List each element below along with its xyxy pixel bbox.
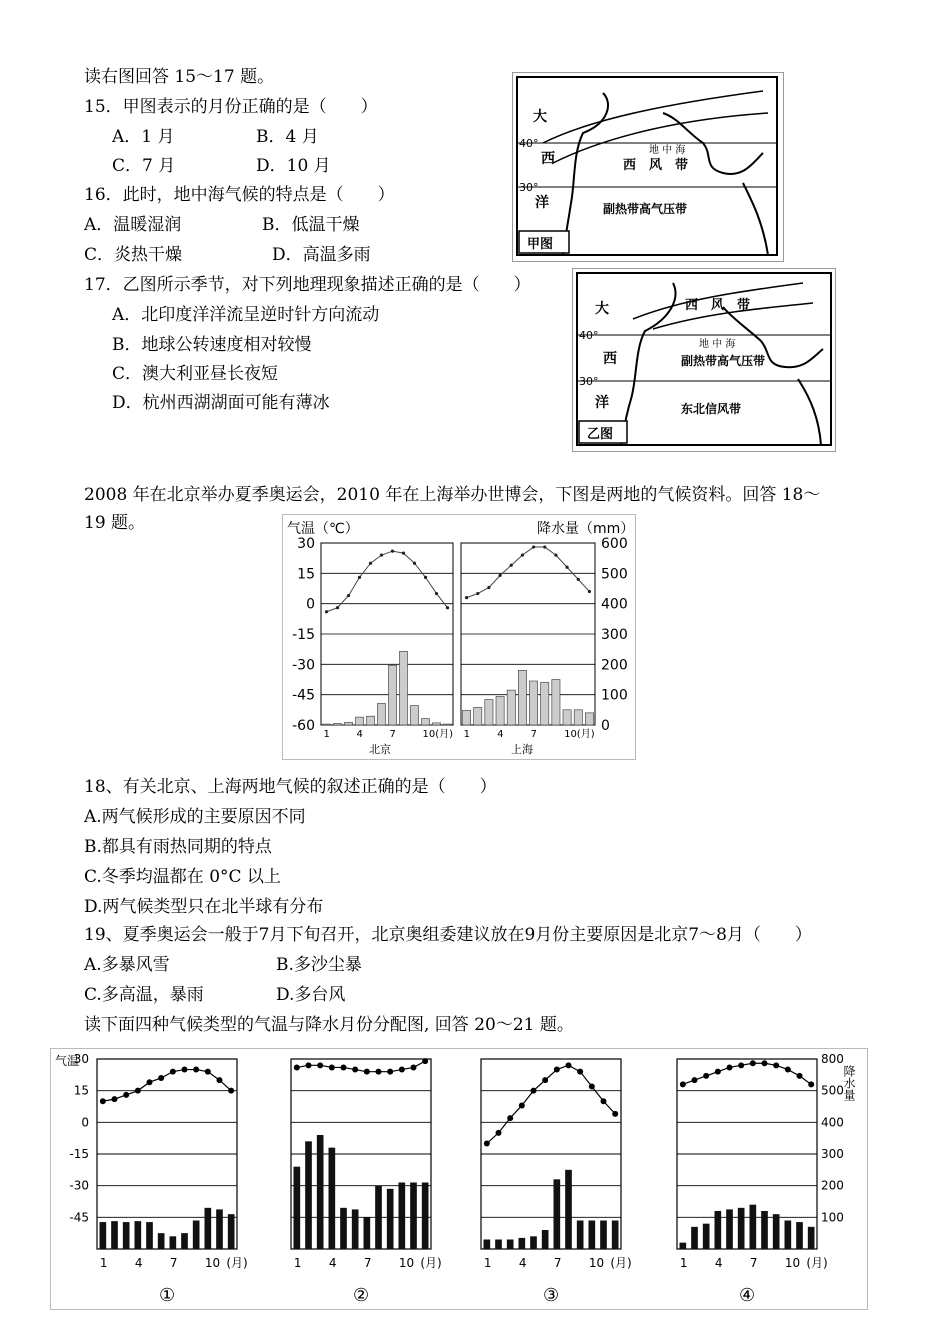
bjsh-temp-tick: -30 [292, 657, 315, 674]
four-temp-point [341, 1064, 347, 1070]
four-temp-point [387, 1069, 393, 1075]
four-precip-bar [691, 1227, 698, 1249]
four-precip-bar [364, 1217, 371, 1249]
yi-high: 副热带高气压带 [681, 354, 766, 368]
q15-a: A．1 月 [112, 127, 175, 147]
bjsh-temp-point [446, 606, 449, 609]
bjsh-precip-bar [422, 719, 430, 725]
bjsh-precip-tick: 400 [601, 596, 628, 613]
yi-westerly: 西 风 带 [685, 298, 751, 313]
q19-c: C.多高温，暴雨 [84, 985, 204, 1005]
bjsh-precip-bar [356, 717, 364, 725]
bjsh-name-bj: 北京 [369, 743, 391, 756]
q18-b: B.都具有雨热同期的特点 [84, 837, 272, 857]
four-precip-tick: 100 [821, 1210, 844, 1225]
four-temp-point [589, 1083, 595, 1089]
four-month-tick: 10 [204, 1256, 221, 1270]
bjsh-precip-bar [552, 680, 560, 726]
four-precip-bar [680, 1243, 687, 1249]
q17-a: A．北印度洋洋流呈逆时针方向流动 [112, 305, 380, 325]
q16-d: D．高温多雨 [272, 245, 371, 265]
bjsh-month-tick: 10(月) [422, 729, 454, 740]
four-temp-point [773, 1062, 779, 1068]
map-jia [512, 72, 784, 262]
four-precip-bar [317, 1135, 324, 1249]
bjsh-month-tick: 1 [323, 729, 330, 740]
four-temp-point [317, 1062, 323, 1068]
bjsh-name-sh: 上海 [511, 743, 533, 756]
bjsh-precip-bar [574, 710, 582, 725]
bjsh-temp-tick: -15 [292, 627, 315, 643]
four-precip-bar [715, 1211, 722, 1249]
four-temp-point [542, 1077, 548, 1083]
four-precip-bar [750, 1205, 757, 1249]
bjsh-precip-bar [433, 723, 441, 725]
bjsh-temp-point [435, 592, 438, 595]
four-precip-bar [329, 1148, 336, 1249]
bjsh-temp-tick: -45 [292, 687, 315, 704]
bjsh-precip-bar [389, 665, 397, 725]
four-temp-point [612, 1111, 618, 1117]
bjsh-temp-point [369, 562, 372, 565]
four-precip-bar [761, 1211, 768, 1249]
four-ylabel-right: 降水量 [842, 1065, 856, 1101]
four-month-tick: 1 [99, 1256, 108, 1270]
bjsh-precip-bar [463, 710, 471, 725]
bjsh-temp-point [498, 574, 501, 577]
four-precip-bar [773, 1214, 780, 1249]
q15-d: D．10 月 [256, 156, 331, 176]
four-panel-label: ② [353, 1285, 370, 1306]
bjsh-temp-point [554, 554, 557, 557]
four-precip-bar [146, 1222, 153, 1249]
bjsh-precip-bar [530, 681, 538, 725]
four-temp-point [364, 1069, 370, 1075]
four-temp-point [692, 1077, 698, 1083]
bjsh-precip-bar [585, 713, 593, 725]
four-temp-point [399, 1067, 405, 1073]
four-precip-tick: 300 [821, 1147, 844, 1161]
bjsh-precip-bar [541, 682, 549, 725]
four-month-tick: 10 [588, 1256, 605, 1270]
four-ylabel-left: 气温 [55, 1054, 80, 1068]
q16-stem: 16．此时，地中海气候的特点是（ ） [84, 185, 395, 205]
intro-18-19-line1: 2008 年在北京举办夏季奥运会，2010 年在上海举办世博会，下图是两地的气候资料。回答 18～ [84, 485, 821, 505]
bjsh-precip-tick: 600 [601, 536, 628, 552]
four-temp-point [797, 1073, 803, 1079]
four-precip-tick: 800 [821, 1052, 844, 1066]
four-precip-bar [228, 1214, 235, 1249]
four-month-tick: 7 [553, 1256, 562, 1270]
bjsh-temp-tick: 0 [306, 596, 315, 613]
bjsh-temp-point [476, 592, 479, 595]
q15-c: C．7 月 [112, 156, 176, 176]
bjsh-month-tick: 4 [356, 729, 363, 740]
bjsh-temp-point [565, 566, 568, 569]
jia-ocean3: 洋 [535, 195, 549, 211]
four-precip-bar [410, 1183, 417, 1250]
yi-ocean1: 大 [595, 301, 609, 317]
four-temp-point [727, 1064, 733, 1070]
four-temp-point [205, 1069, 211, 1075]
four-precip-tick: 500 [821, 1083, 844, 1098]
four-precip-bar [565, 1170, 572, 1249]
jia-ocean1: 大 [533, 109, 547, 125]
bjsh-precip-bar [400, 651, 408, 725]
q17-b: B．地球公转速度相对较慢 [112, 335, 312, 355]
jia-high: 副热带高气压带 [603, 202, 688, 216]
four-month-tick: 4 [714, 1256, 723, 1270]
four-precip-bar [484, 1240, 491, 1250]
four-temp-point [170, 1069, 176, 1075]
four-temp-point [703, 1073, 709, 1079]
q15-stem: 15．甲图表示的月份正确的是（ ） [84, 97, 378, 117]
bjsh-precip-bar [496, 696, 504, 725]
intro-20-21: 读下面四种气候类型的气温与降水月份分配图, 回答 20～21 题。 [84, 1015, 574, 1035]
yi-ocean3: 洋 [595, 395, 609, 411]
bjsh-temp-point [391, 549, 394, 552]
four-precip-bar [216, 1209, 223, 1249]
bjsh-precip-tick: 100 [601, 687, 628, 704]
q18-stem: 18、有关北京、上海两地气候的叙述正确的是（ ） [84, 777, 497, 797]
bjsh-temp-point [521, 554, 524, 557]
bjsh-precip-bar [444, 724, 452, 725]
four-month-tick: (月) [226, 1256, 248, 1270]
four-precip-bar [352, 1209, 359, 1249]
bjsh-precip-bar [367, 716, 375, 725]
bjsh-temp-point [325, 610, 328, 613]
yi-label: 乙图 [587, 427, 614, 442]
four-precip-bar [170, 1236, 177, 1249]
four-temp-point [376, 1069, 382, 1075]
bjsh-precip-bar [378, 703, 386, 725]
bjsh-precip-bar [474, 707, 482, 725]
four-month-tick: 4 [518, 1256, 527, 1270]
four-precip-bar [135, 1221, 142, 1249]
four-temp-point [306, 1062, 312, 1068]
bjsh-precip-bar [323, 724, 331, 725]
four-precip-bar [808, 1227, 815, 1249]
jia-lat30: 30° [519, 181, 539, 194]
bjsh-temp-point [380, 554, 383, 557]
bjsh-month-tick: 4 [497, 729, 504, 740]
four-temp-point [182, 1067, 188, 1073]
bjsh-precip-tick: 300 [601, 627, 628, 643]
bjsh-precip-bar [334, 723, 342, 725]
bjsh-month-tick: 1 [463, 729, 470, 740]
four-precip-bar [726, 1209, 733, 1249]
four-month-tick: 1 [483, 1256, 492, 1270]
bjsh-temp-tick: 30 [297, 536, 315, 552]
q19-a: A.多暴风雪 [84, 955, 170, 975]
four-temp-point [496, 1130, 502, 1136]
four-precip-bar [600, 1221, 607, 1250]
four-temp-point [193, 1067, 199, 1073]
jia-lat40: 40° [519, 137, 539, 150]
q15-b: B．4 月 [256, 127, 319, 147]
four-precip-bar [123, 1222, 130, 1249]
four-temp-tick: 15 [73, 1083, 89, 1098]
four-precip-bar [542, 1230, 549, 1249]
four-precip-bar [785, 1221, 792, 1250]
four-precip-bar [387, 1189, 394, 1249]
four-panel-label: ④ [739, 1285, 756, 1306]
four-precip-bar [375, 1186, 382, 1249]
four-temp-point [352, 1067, 358, 1073]
four-panel [481, 1059, 632, 1306]
bjsh-precip-tick: 200 [601, 657, 628, 674]
four-precip-bar [738, 1208, 745, 1249]
four-month-tick: 4 [328, 1256, 337, 1270]
bjsh-temp-tick: -60 [292, 718, 315, 734]
bjsh-temp-point [487, 586, 490, 589]
four-precip-bar [158, 1233, 165, 1249]
four-precip-bar [495, 1240, 502, 1250]
bjsh-precip-tick: 0 [601, 718, 610, 734]
bjsh-temp-point [358, 576, 361, 579]
q18-d: D.两气候类型只在北半球有分布 [84, 897, 324, 917]
q16-c: C．炎热干燥 [84, 245, 183, 265]
four-panel-label: ① [159, 1285, 176, 1306]
four-precip-bar [519, 1238, 526, 1249]
yi-lat30: 30° [579, 375, 599, 388]
intro-18-19-line2: 19 题。 [84, 513, 146, 533]
four-temp-tick: -45 [69, 1210, 89, 1225]
four-temp-point [531, 1088, 537, 1094]
four-precip-bar [205, 1208, 212, 1249]
jia-westerly: 西 风 带 [623, 158, 689, 173]
four-precip-bar [305, 1141, 312, 1249]
bjsh-temp-point [532, 545, 535, 548]
four-precip-bar [554, 1179, 561, 1249]
bjsh-temp-point [577, 578, 580, 581]
four-temp-point [715, 1069, 721, 1075]
bjsh-month-tick: 7 [389, 729, 396, 740]
four-month-tick: 1 [293, 1256, 302, 1270]
four-temp-point [147, 1079, 153, 1085]
bjsh-precip-bar [485, 700, 493, 725]
q19-b: B.多沙尘暴 [276, 955, 362, 975]
four-panel-label: ③ [543, 1285, 560, 1306]
jia-med: 地 中 海 [649, 145, 686, 156]
four-temp-point [785, 1067, 791, 1073]
four-precip-bar [796, 1222, 803, 1249]
four-month-tick: 7 [749, 1256, 758, 1270]
bjsh-precip-tick: 500 [601, 566, 628, 583]
four-precip-bar [530, 1236, 537, 1249]
four-temp-point [484, 1140, 490, 1146]
bjsh-temp-point [588, 590, 591, 593]
four-climate-chart [50, 1048, 868, 1310]
q18-a: A.两气候形成的主要原因不同 [84, 807, 306, 827]
four-temp-point [738, 1062, 744, 1068]
bjsh-temp-point [543, 545, 546, 548]
four-precip-bar [100, 1222, 107, 1249]
bjsh-ylabel-left: 气温（℃） [287, 521, 359, 537]
four-temp-point [411, 1064, 417, 1070]
q17-stem: 17．乙图所示季节，对下列地理现象描述正确的是（ ） [84, 275, 531, 295]
bjsh-temp-point [510, 564, 513, 567]
four-precip-tick: 400 [821, 1115, 844, 1130]
four-month-tick: 10 [398, 1256, 415, 1270]
q19-d: D.多台风 [276, 985, 346, 1005]
yi-trade: 东北信风带 [681, 402, 742, 416]
bjsh-precip-bar [518, 670, 526, 725]
bj-sh-climate-chart [282, 514, 636, 760]
four-temp-point [228, 1088, 234, 1094]
four-month-tick: 7 [363, 1256, 372, 1270]
four-precip-tick: 200 [821, 1178, 844, 1193]
four-month-tick: (月) [806, 1256, 828, 1270]
four-month-tick: (月) [610, 1256, 632, 1270]
yi-med: 地 中 海 [699, 339, 736, 350]
four-precip-bar [340, 1208, 347, 1249]
bjsh-precip-bar [411, 706, 419, 725]
four-temp-point [123, 1092, 129, 1098]
jia-ocean2: 西 [541, 151, 555, 167]
four-temp-point [112, 1096, 118, 1102]
bjsh-precip-bar [563, 710, 571, 725]
four-temp-point [158, 1075, 164, 1081]
yi-lat40: 40° [579, 329, 599, 342]
bjsh-temp-point [413, 562, 416, 565]
four-month-tick: (月) [420, 1256, 442, 1270]
four-temp-point [422, 1058, 428, 1064]
q16-b: B．低温干燥 [262, 215, 360, 235]
four-temp-point [519, 1102, 525, 1108]
four-temp-point [217, 1077, 223, 1083]
four-panel [97, 1059, 248, 1306]
q18-c: C.冬季均温都在 0°C 以上 [84, 867, 281, 887]
q19-stem: 19、夏季奥运会一般于7月下旬召开，北京奥组委建议放在9月份主要原因是北京7～8月（ ） [84, 925, 812, 945]
intro-15-17: 读右图回答 15～17 题。 [84, 67, 275, 87]
four-precip-bar [399, 1183, 406, 1250]
four-precip-bar [703, 1224, 710, 1249]
bjsh-month-tick: 10(月) [564, 729, 595, 740]
bjsh-temp-point [336, 606, 339, 609]
four-temp-point [601, 1098, 607, 1104]
four-temp-point [680, 1081, 686, 1087]
four-panel [677, 1059, 828, 1306]
four-precip-bar [589, 1221, 596, 1250]
bjsh-temp-point [424, 576, 427, 579]
bjsh-month-tick: 7 [530, 729, 537, 740]
four-temp-point [566, 1062, 572, 1068]
q17-d: D．杭州西湖湖面可能有薄冰 [112, 393, 330, 413]
four-precip-bar [612, 1221, 619, 1250]
four-panel [291, 1058, 442, 1306]
four-temp-point [577, 1069, 583, 1075]
yi-ocean2: 西 [603, 351, 617, 367]
bjsh-precip-bar [507, 690, 515, 725]
bjsh-ylabel-right: 降水量（mm） [537, 521, 635, 537]
four-precip-bar [181, 1233, 188, 1249]
four-temp-point [750, 1060, 756, 1066]
q16-a: A．温暖湿润 [84, 215, 182, 235]
four-temp-point [507, 1115, 513, 1121]
bjsh-temp-point [465, 596, 468, 599]
bjsh-temp-point [402, 552, 405, 555]
four-temp-point [329, 1064, 335, 1070]
four-month-tick: 10 [784, 1256, 801, 1270]
four-temp-point [135, 1088, 141, 1094]
four-precip-bar [507, 1240, 514, 1250]
four-precip-bar [193, 1221, 200, 1250]
four-temp-point [294, 1064, 300, 1070]
four-precip-bar [294, 1167, 301, 1249]
four-temp-tick: 30 [73, 1052, 89, 1066]
q17-c: C．澳大利亚昼长夜短 [112, 364, 279, 384]
four-temp-point [762, 1060, 768, 1066]
four-temp-tick: 0 [81, 1115, 89, 1130]
four-temp-point [808, 1081, 814, 1087]
bjsh-precip-bar [345, 722, 353, 725]
four-temp-tick: -30 [69, 1178, 89, 1193]
four-temp-point [554, 1067, 560, 1073]
four-month-tick: 1 [679, 1256, 688, 1270]
four-temp-point [100, 1098, 106, 1104]
jia-label: 甲图 [527, 237, 554, 252]
four-month-tick: 7 [169, 1256, 178, 1270]
four-precip-bar [111, 1221, 118, 1249]
four-temp-tick: -15 [69, 1147, 89, 1161]
four-precip-bar [422, 1183, 429, 1250]
bjsh-temp-point [347, 594, 350, 597]
four-precip-bar [577, 1221, 584, 1250]
bjsh-temp-tick: 15 [297, 566, 315, 583]
four-month-tick: 4 [134, 1256, 143, 1270]
map-yi [572, 268, 836, 452]
